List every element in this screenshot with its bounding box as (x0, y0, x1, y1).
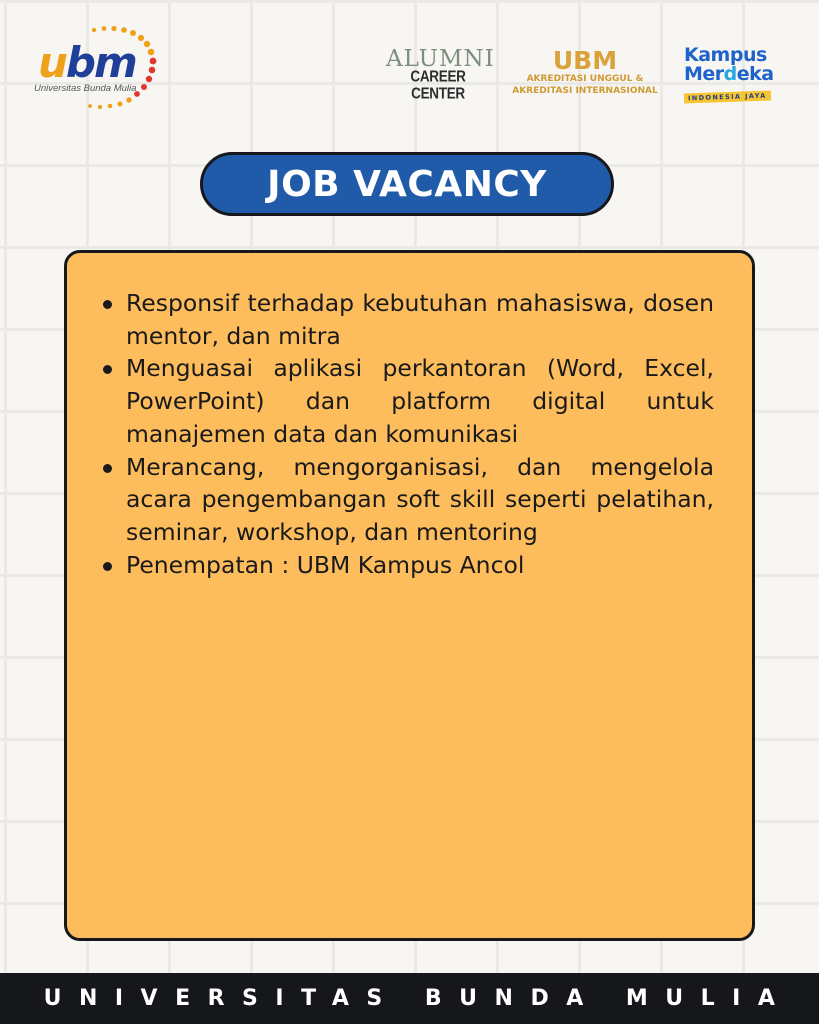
accreditation-logo-line2: AKREDITASI INTERNASIONAL (512, 86, 658, 97)
list-item: Penempatan : UBM Kampus Ancol (103, 549, 714, 582)
ubm-logo (30, 24, 162, 116)
requirements-list (103, 287, 714, 581)
kampus-merdeka-tagline: INDONESIA JAYA (684, 90, 771, 103)
footer-bar (0, 973, 819, 1024)
ubm-logo-subtitle: Universitas Bunda Mulia (34, 83, 137, 94)
list-item: Merancang, mengorganisasi, dan mengelola acara pengembangan soft skill seperti pelatihan, seminar, workshop, dan mentoring (103, 451, 714, 549)
kampus-merdeka-logo (684, 46, 788, 103)
list-item: Menguasai aplikasi perkantoran (Word, Excel, PowerPoint) dan platform digital untuk manajemen data dan komunikasi (103, 352, 714, 450)
alumni-career-center-logo (386, 46, 495, 102)
page-title: JOB VACANCY (267, 163, 547, 205)
accreditation-logo (500, 48, 670, 97)
ubm-wordmark: ubm (38, 38, 136, 87)
kampus-merdeka-word2: Merdeka (684, 63, 774, 85)
alumni-logo-top: ALUMNI (386, 46, 495, 72)
accreditation-logo-line1: AKREDITASI UNGGUL & (526, 74, 644, 84)
list-item: Responsif terhadap kebutuhan mahasiswa, dosen mentor, dan mitra (103, 287, 714, 352)
alumni-logo-bottom: CAREER CENTER (410, 67, 466, 102)
kampus-merdeka-word1: Kampus (684, 44, 767, 66)
title-banner (200, 152, 614, 216)
footer-text: UNIVERSITAS BUNDA MULIA (43, 986, 793, 1011)
accreditation-logo-name: UBM (552, 46, 618, 75)
requirements-card (64, 250, 755, 941)
